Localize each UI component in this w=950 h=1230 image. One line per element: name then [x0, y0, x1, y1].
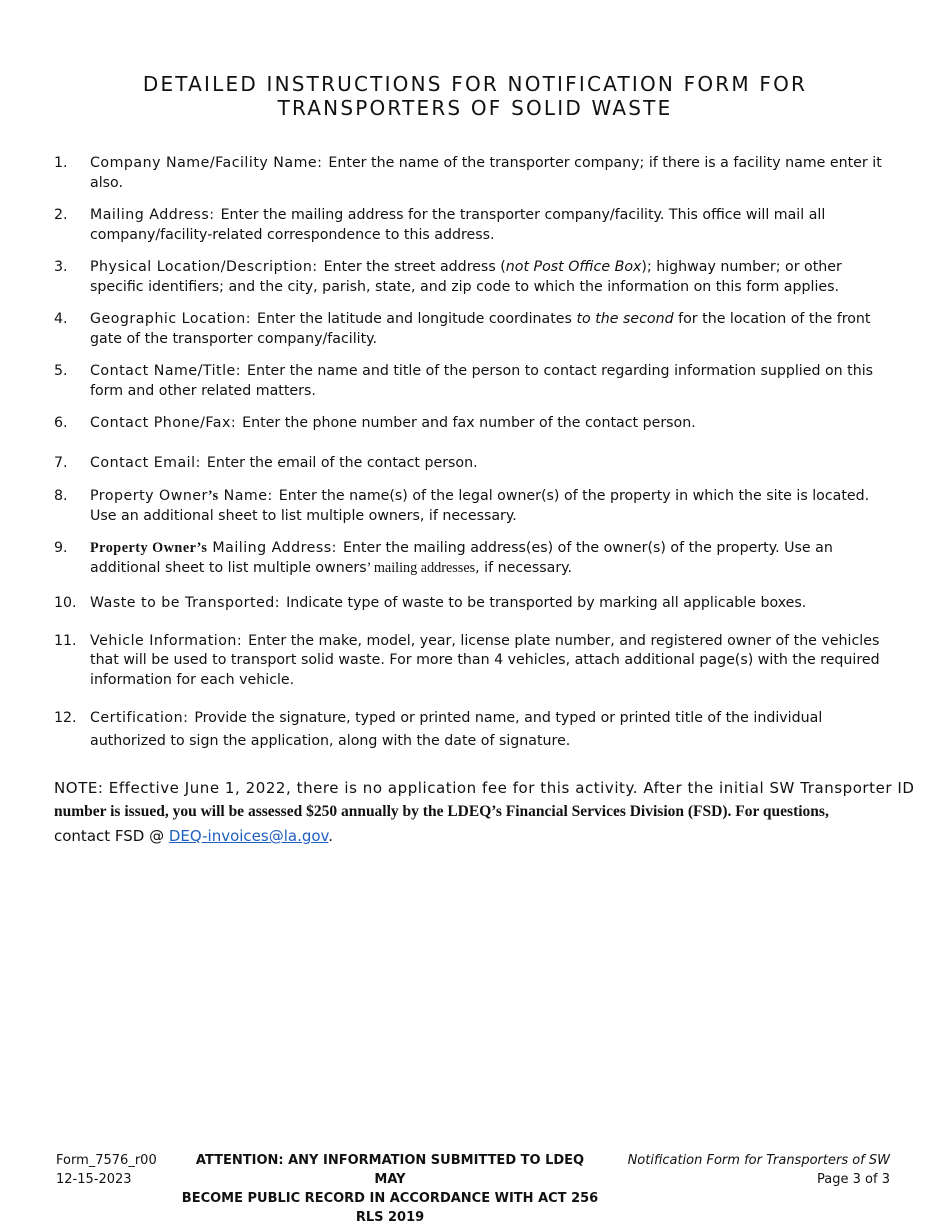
instruction-item — [54, 310, 884, 349]
item-description: Enter the mailing address(es) of the owner(s) of the property. Use an additional sheet to list multiple owners’ mailing addresses, if necessary. — [90, 540, 833, 576]
item-number: 3. — [54, 259, 68, 275]
item-label: Contact Name/Title: — [90, 363, 242, 379]
instruction-item — [54, 632, 884, 691]
item-number: 1. — [54, 155, 68, 171]
note-line-2: number is issued, you will be assessed $250 annually by the LDEQ’s Financial Services Division (FSD). For questions, — [54, 803, 829, 820]
item-description: Provide the signature, typed or printed name, and typed or printed title of the individual authorized to sign the application, along with the date of signature. — [90, 710, 823, 749]
instruction-item — [54, 206, 884, 245]
item-description: Enter the latitude and longitude coordinates to the second for the location of the front gate of the transporter company/facility. — [90, 311, 871, 347]
instruction-item — [54, 594, 884, 614]
emphasis-text: not Post Office Box — [505, 259, 642, 275]
footer-attention — [180, 1151, 600, 1227]
form-date: 12-15-2023 — [56, 1172, 132, 1187]
instruction-item — [54, 154, 884, 193]
item-description: Enter the name of the transporter company; if there is a facility name enter it also. — [90, 155, 882, 191]
footer-page-info — [628, 1151, 890, 1189]
item-description: Enter the street address (not Post Office Box); highway number; or other specific identifiers; and the city, parish, state, and zip code to which the information on this form applies. — [90, 259, 842, 295]
item-number: 12. — [54, 710, 77, 726]
item-description: Enter the email of the contact person. — [206, 454, 478, 471]
item-number: 4. — [54, 311, 68, 327]
item-label: Geographic Location: — [90, 311, 251, 327]
item-label: Contact Email: — [90, 454, 201, 471]
item-number: 10. — [54, 595, 77, 611]
emphasis-text: to the second — [576, 311, 674, 327]
title-line-2: TRANSPORTERS OF SOLID WASTE — [277, 96, 673, 120]
item-label: Contact Phone/Fax: — [90, 415, 237, 431]
instruction-item — [54, 487, 884, 526]
item-number: 2. — [54, 207, 68, 223]
title-line-1: DETAILED INSTRUCTIONS FOR NOTIFICATION FORM FOR — [142, 72, 808, 96]
item-number: 5. — [54, 363, 68, 379]
note-line-3: contact FSD @ DEQ-invoices@la.gov. — [54, 827, 334, 845]
item-label: Mailing Address: — [90, 207, 215, 223]
fee-note — [54, 776, 915, 848]
item-label: Waste to be Transported: — [90, 595, 281, 611]
item-label: Property Owner’s Name: — [90, 488, 273, 504]
attention-line-1: ATTENTION: ANY INFORMATION SUBMITTED TO LDEQ MAY — [195, 1153, 585, 1187]
item-description: Enter the phone number and fax number of the contact person. — [242, 415, 696, 431]
instruction-item — [54, 707, 884, 753]
item-label: Physical Location/Description: — [90, 259, 318, 275]
item-label: Vehicle Information: — [90, 632, 243, 649]
page-number: Page 3 of 3 — [817, 1172, 890, 1187]
instruction-item — [54, 539, 884, 578]
instruction-item — [54, 414, 884, 434]
instruction-item — [54, 258, 884, 297]
page-title — [0, 72, 950, 120]
item-number: 8. — [54, 488, 68, 504]
item-description: Enter the name(s) of the legal owner(s) of the property in which the site is located. Use an additional sheet to list multiple owners, if necessary. — [90, 488, 870, 524]
attention-line-2: BECOME PUBLIC RECORD IN ACCORDANCE WITH ACT 256 RLS 2019 — [181, 1191, 599, 1225]
footer-form-info — [56, 1151, 157, 1189]
form-title: Notification Form for Transporters of SW — [627, 1153, 890, 1168]
item-number: 9. — [54, 540, 68, 556]
item-number: 7. — [54, 454, 68, 471]
item-description: Enter the mailing address for the transporter company/facility. This office will mail all company/facility-related correspondence to this address. — [90, 207, 826, 243]
note-line-1: NOTE: Effective June 1, 2022, there is no application fee for this activity. After the initial SW Transporter ID — [54, 779, 915, 797]
item-label: Company Name/Facility Name: — [90, 155, 323, 171]
form-number: Form_7576_r00 — [56, 1153, 157, 1168]
instruction-item — [54, 362, 884, 401]
item-description: Enter the name and title of the person to contact regarding information supplied on this form and other related matters. — [90, 363, 874, 399]
item-label: Certification: — [90, 710, 189, 726]
item-description: Enter the make, model, year, license plate number, and registered owner of the vehicles that will be used to transport solid waste. For more than 4 vehicles, attach additional page(s) with the required information for each vehicle. — [90, 632, 880, 688]
item-description: Indicate type of waste to be transported by marking all applicable boxes. — [286, 595, 807, 611]
fsd-email-link[interactable]: DEQ-invoices@la.gov — [168, 827, 329, 845]
item-label: Property Owner’s Mailing Address: — [90, 540, 337, 556]
item-number: 11. — [54, 632, 77, 649]
item-number: 6. — [54, 415, 68, 431]
instructions-list — [54, 154, 884, 753]
instruction-item — [54, 454, 884, 474]
page-footer — [0, 1151, 950, 1225]
